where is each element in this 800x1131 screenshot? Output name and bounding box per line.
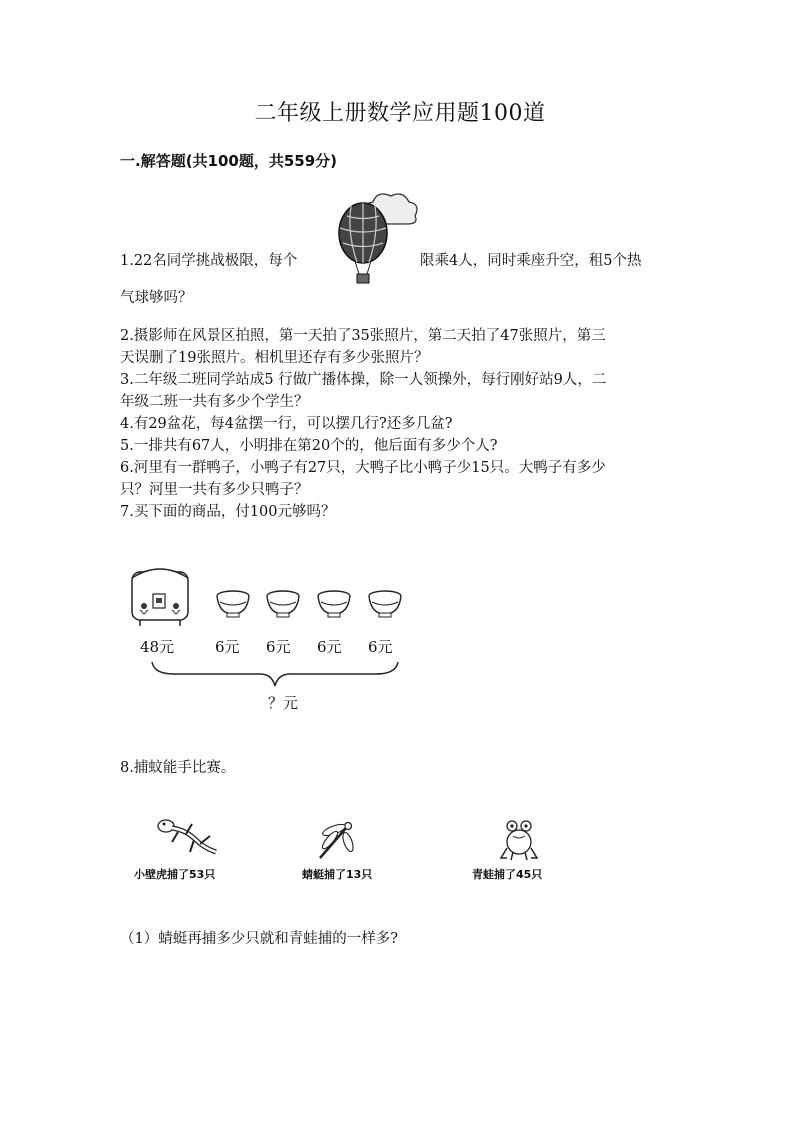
gecko-icon: [152, 812, 222, 862]
question-1-text-c: 气球够吗？: [120, 290, 193, 306]
curly-brace: [150, 660, 400, 690]
question-1-text-b: 限乘4人，同时乘座升空，租5个热: [420, 253, 642, 269]
question-2-line-2: 天误删了19张照片。相机里还存有多少张照片？: [120, 350, 429, 366]
bowl-icon: [316, 590, 352, 618]
price-bowl-2: 6元: [266, 638, 291, 656]
bowl-icon: [265, 590, 301, 618]
price-bowl-1: 6元: [215, 638, 240, 656]
hot-air-balloon-icon: [325, 188, 420, 288]
question-8-sub-1: （1）蜻蜓再捕多少只就和青蛙捕的一样多?: [120, 931, 398, 947]
dragonfly-icon: [312, 818, 357, 863]
question-1-text-a: 1.22名同学挑战极限，每个: [120, 253, 298, 269]
question-7: 7.买下面的商品，付100元够吗？: [120, 504, 336, 520]
question-3-line-1: 3.二年级二班同学站成5 行做广播体操，除一人领操外，每行刚好站9人，二: [120, 372, 607, 388]
price-bowl-3: 6元: [317, 638, 342, 656]
question-6-line-2: 只？河里一共有多少只鸭子？: [120, 482, 309, 498]
gecko-caption: 小壁虎捕了53只: [134, 868, 216, 881]
bowl-icon: [215, 590, 251, 618]
section-heading: 一.解答题(共100题，共559分): [120, 152, 338, 170]
price-bowl-4: 6元: [368, 638, 393, 656]
frog-caption: 青蛙捕了45只: [472, 868, 543, 881]
rice-cooker-icon: [126, 558, 196, 630]
page-title: 二年级上册数学应用题100道: [254, 101, 546, 126]
question-6-line-1: 6.河里有一群鸭子，小鸭子有27只，大鸭子比小鸭子少15只。大鸭子有多少: [120, 460, 606, 476]
price-cooker: 48元: [140, 638, 175, 656]
frog-icon: [497, 818, 542, 863]
question-4: 4.有29盆花，每4盆摆一行，可以摆几行?还多几盆?: [120, 416, 453, 432]
question-2-line-1: 2.摄影师在风景区拍照，第一天拍了35张照片，第二天拍了47张照片，第三: [120, 328, 606, 344]
question-8: 8.捕蚊能手比赛。: [120, 760, 236, 776]
total-price: ？元: [268, 694, 299, 712]
dragonfly-caption: 蜻蜓捕了13只: [302, 868, 373, 881]
question-5: 5.一排共有67人，小明排在第20个的，他后面有多少个人?: [120, 438, 498, 454]
bowl-icon: [367, 590, 403, 618]
question-3-line-2: 年级二班一共有多少个学生？: [120, 394, 309, 410]
